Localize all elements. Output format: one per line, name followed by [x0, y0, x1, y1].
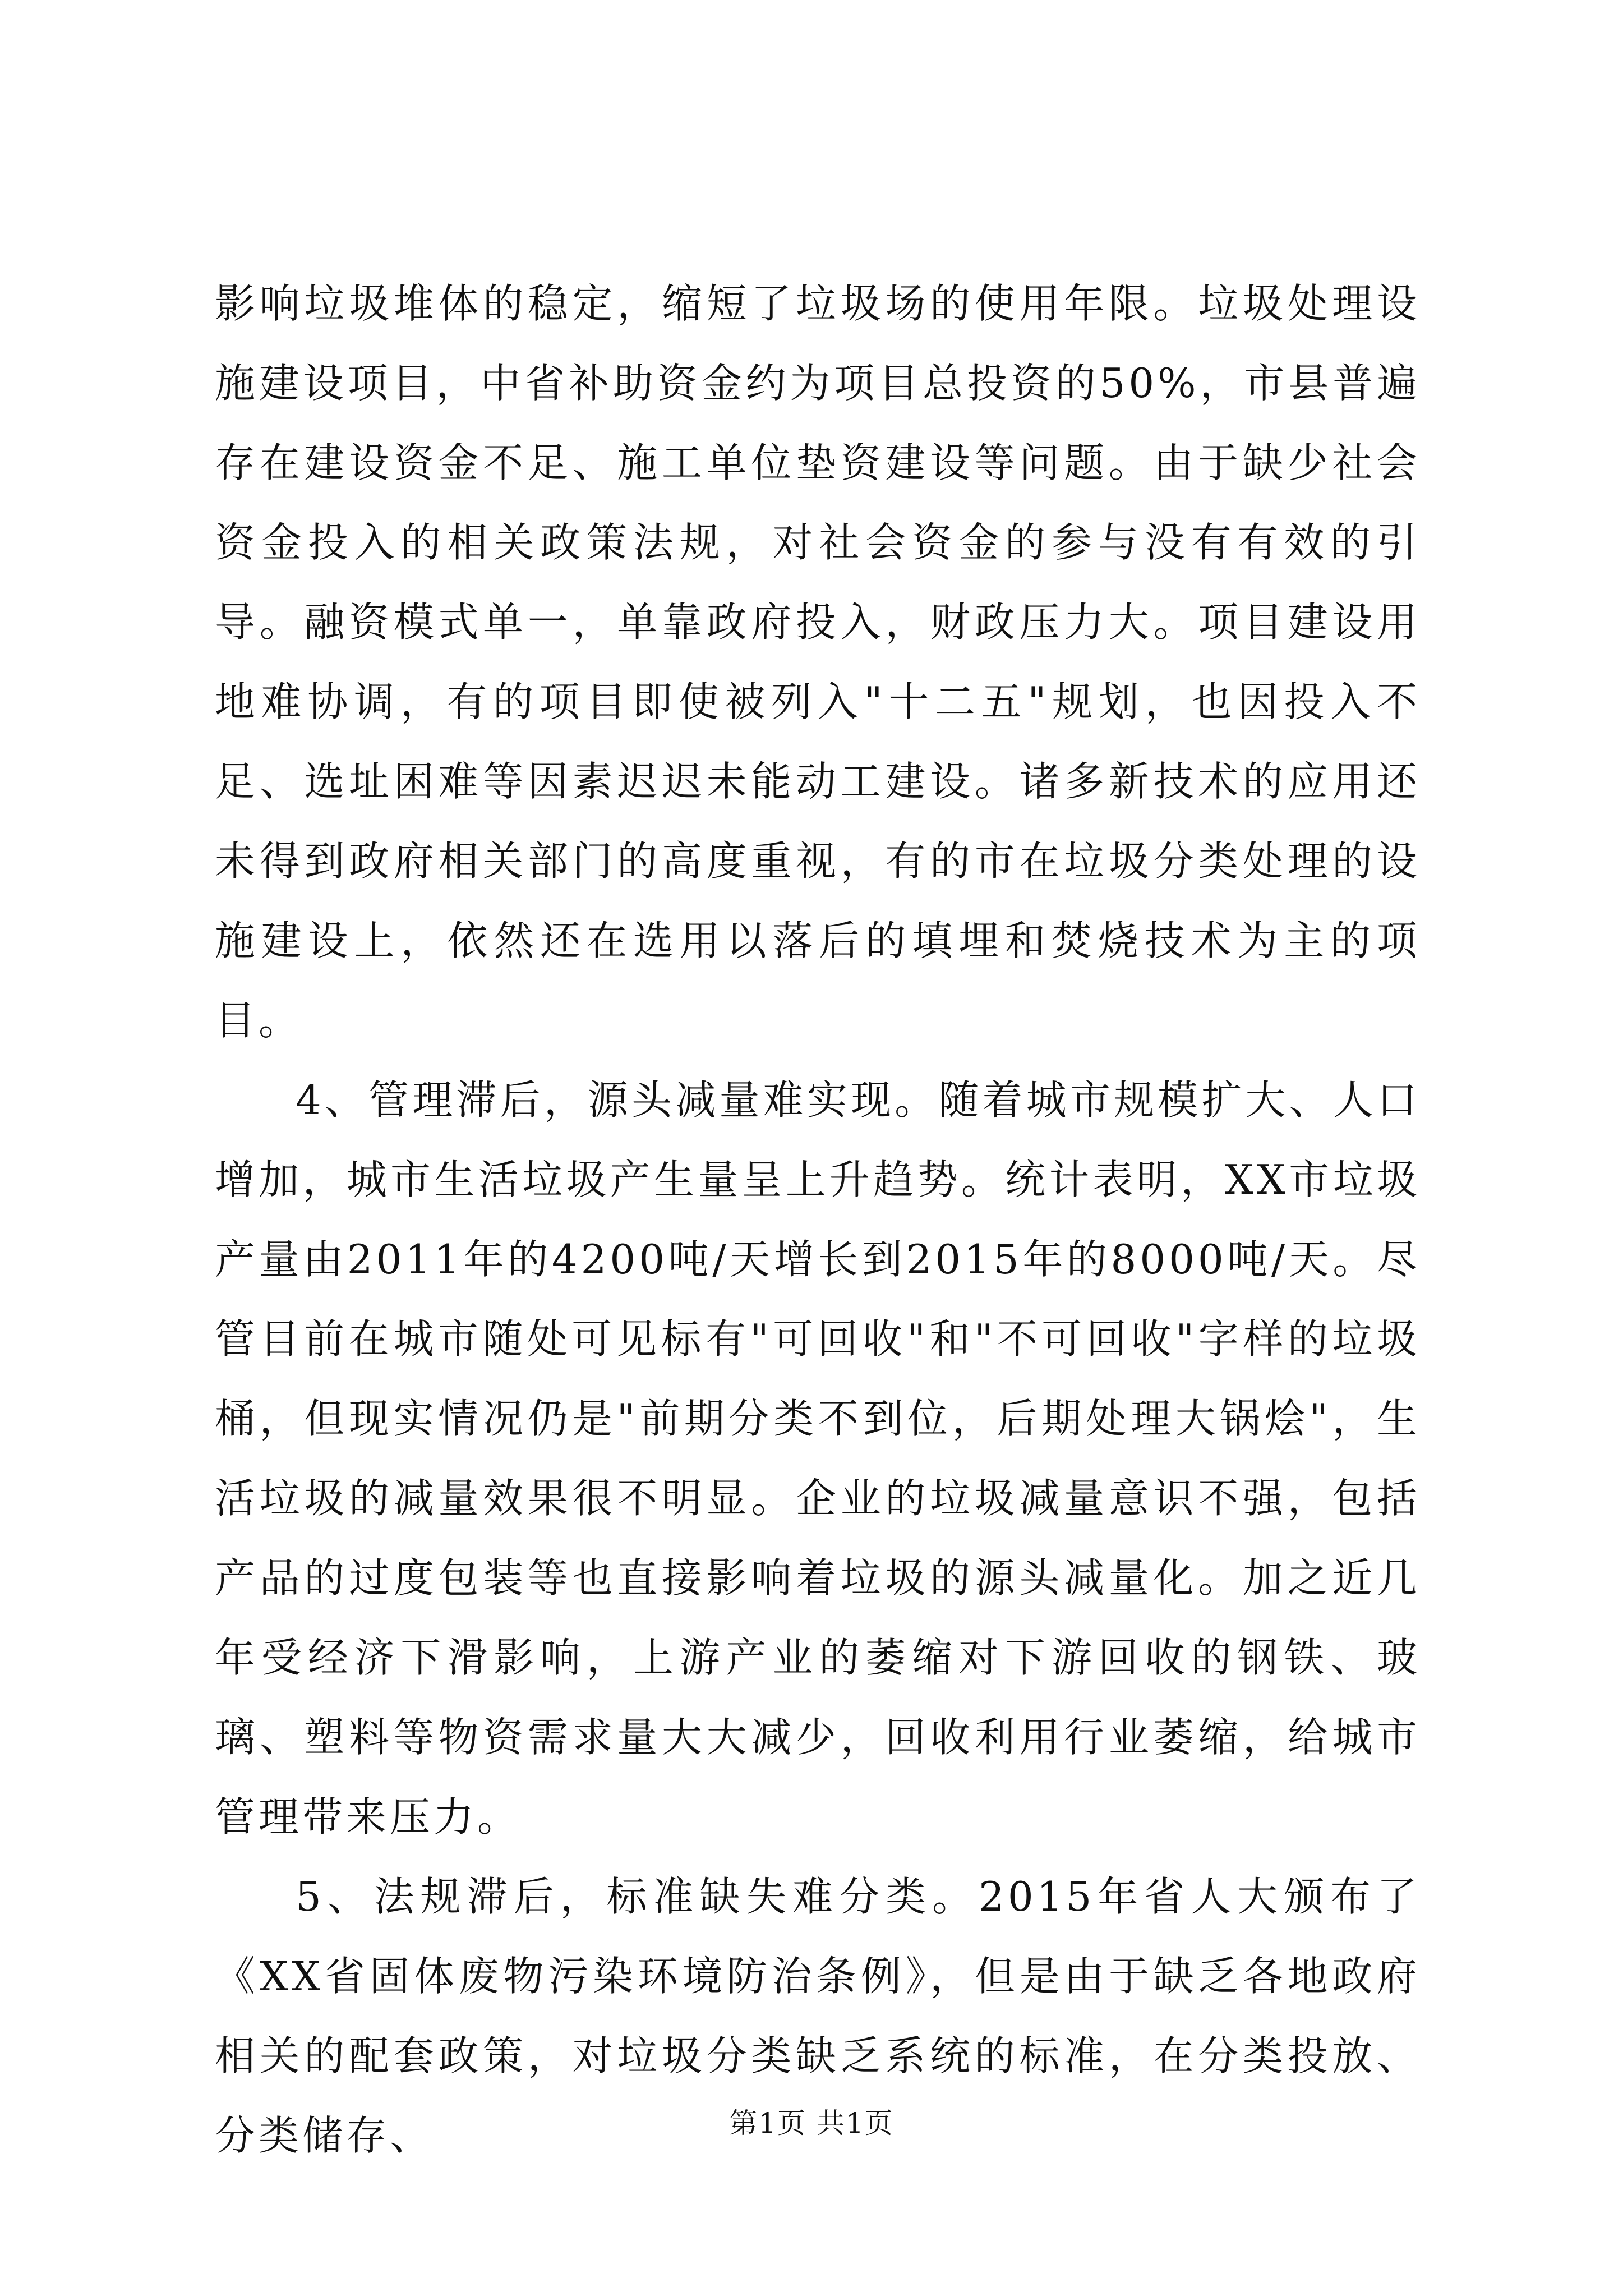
paragraph-1: 影响垃圾堆体的稳定，缩短了垃圾场的使用年限。垃圾处理设施建设项目，中省补助资金约为项目总投资的50%，市县普遍存在建设资金不足、施工单位垫资建设等问题。由于缺少社会资金投入的相关政策法规，对社会资金的参与没有有效的引导。融资模式单一，单靠政府投入，财政压力大。项目建设用地难协调，有的项目即使被列入"十二五"规划，也因投入不足、选址困难等因素迟迟未能动工建设。诸多新技术的应用还未得到政府相关部门的高度重视，有的市在垃圾分类处理的设施建设上，依然还在选用以落后的填埋和焚烧技术为主的项目。	[215, 280, 1421, 1044]
paragraph-3: 5、法规滞后，标准缺失难分类。2015年省人大颁布了《XX省固体废物污染环境防治条例》，但是由于缺乏各地政府相关的配套政策，对垃圾分类缺乏系统的标准，在分类投放、分类储存、	[215, 1873, 1421, 2159]
page-footer: 第1页 共1页	[729, 2107, 894, 2139]
body-text	[215, 264, 1421, 2175]
paragraph-2: 4、管理滞后，源头减量难实现。随着城市规模扩大、人口增加，城市生活垃圾产生量呈上升趋势。统计表明，XX市垃圾产量由2011年的4200吨/天增长到2015年的8000吨/天。尽管目前在城市随处可见标有"可回收"和"不可回收"字样的垃圾桶，但现实情况仍是"前期分类不到位，后期处理大锅烩"，生活垃圾的减量效果很不明显。企业的垃圾减量意识不强，包括产品的过度包装等也直接影响着垃圾的源头减量化。加之近几年受经济下滑影响，上游产业的萎缩对下游回收的钢铁、玻璃、塑料等物资需求量大大减少，回收利用行业萎缩，给城市管理带来压力。	[215, 1076, 1421, 1841]
